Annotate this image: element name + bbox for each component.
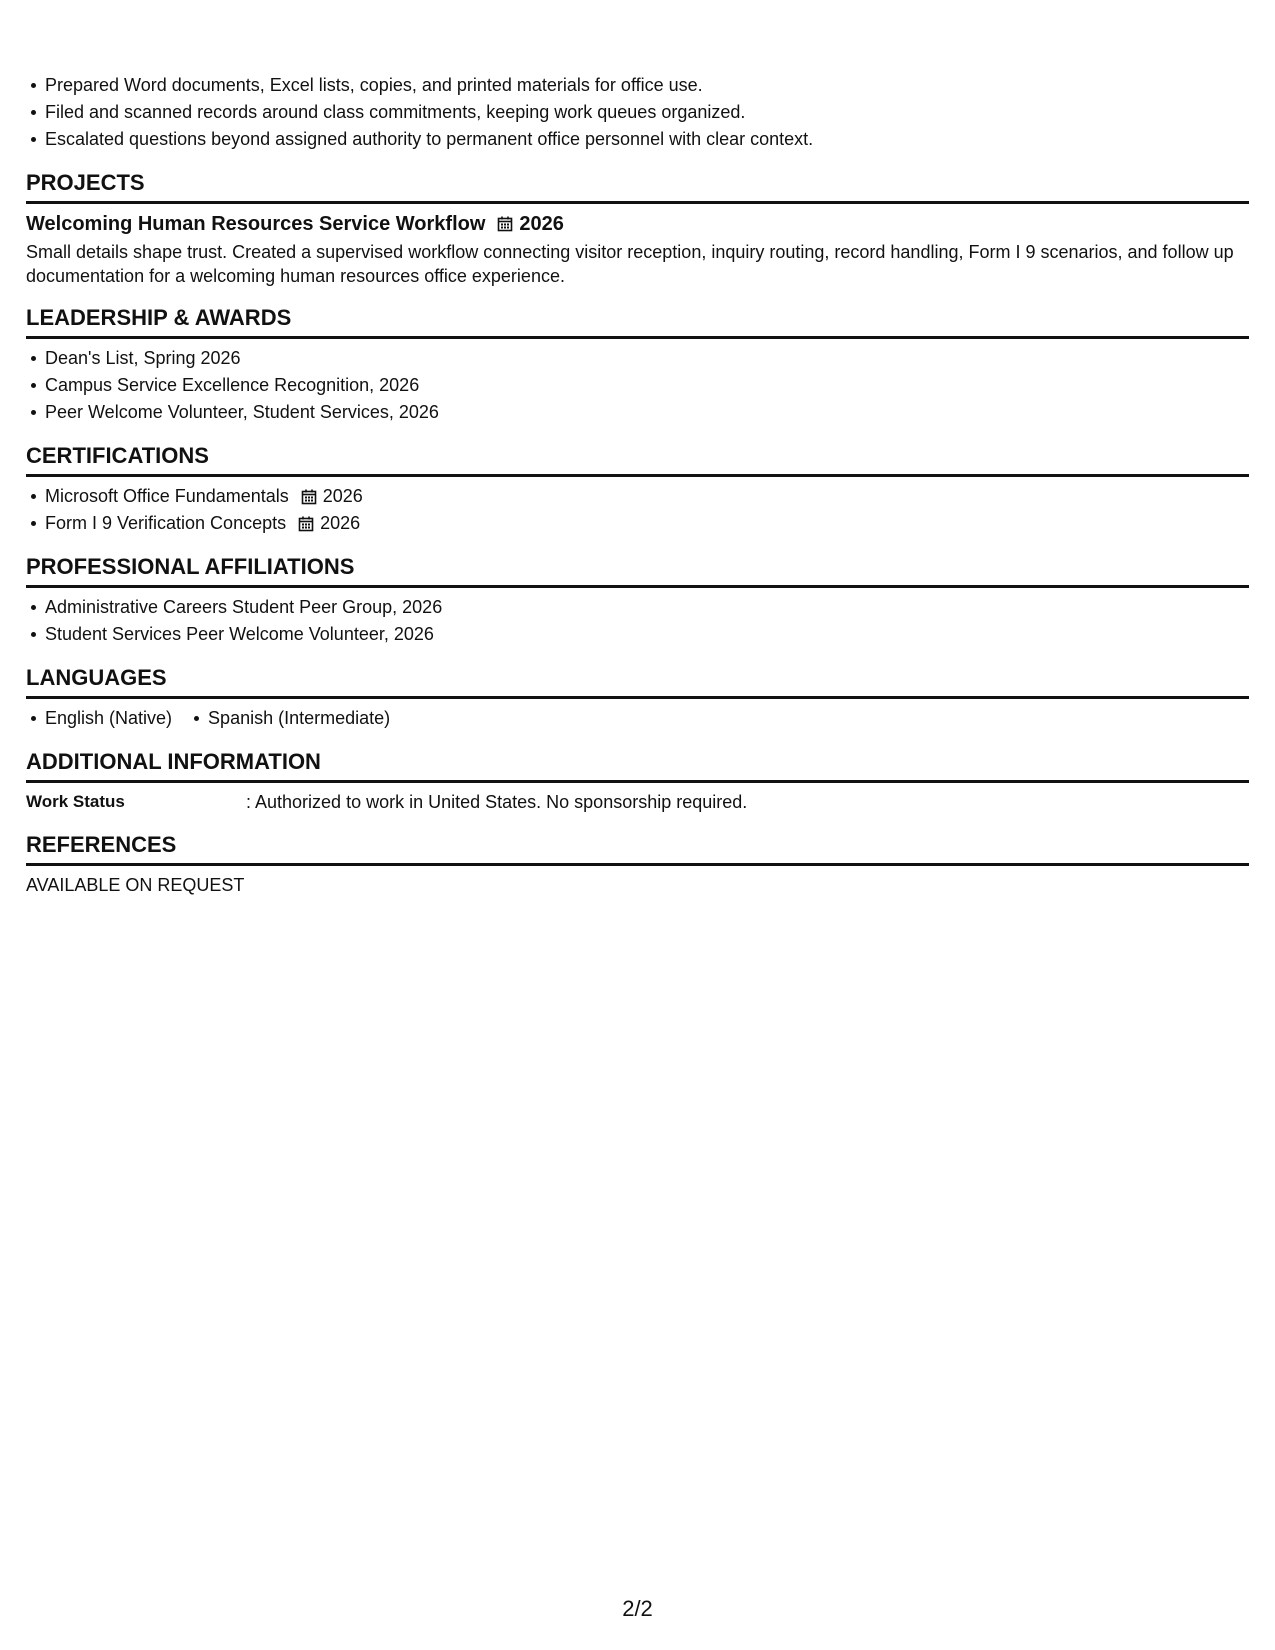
project-date-text: 2026	[519, 213, 564, 235]
page-number: 2/2	[622, 1596, 653, 1621]
certification-name: Microsoft Office Fundamentals	[45, 486, 289, 506]
section-title: ADDITIONAL INFORMATION	[26, 748, 1249, 783]
certifications-section	[26, 442, 1249, 537]
list-item	[45, 483, 1249, 510]
resume-page	[26, 72, 1249, 898]
list-item: Filed and scanned records around class commitments, keeping work queues organized.	[45, 99, 1249, 126]
list-item: Peer Welcome Volunteer, Student Services, 2026	[45, 399, 1249, 426]
list-item: Prepared Word documents, Excel lists, copies, and printed materials for office use.	[45, 72, 1249, 99]
references-section	[26, 831, 1249, 898]
languages-list	[26, 705, 1249, 732]
certification-date-text: 2026	[322, 486, 363, 506]
calendar-icon	[298, 516, 314, 532]
additional-info-section	[26, 748, 1249, 815]
certification-date-text: 2026	[320, 513, 361, 533]
section-title: PROFESSIONAL AFFILIATIONS	[26, 553, 1249, 588]
list-item: Campus Service Excellence Recognition, 2026	[45, 372, 1249, 399]
project-heading	[26, 210, 1249, 238]
work-status-row	[26, 789, 1249, 815]
section-title: REFERENCES	[26, 831, 1249, 866]
list-item: Spanish (Intermediate)	[208, 705, 390, 732]
affiliations-section	[26, 553, 1249, 648]
project-date	[497, 210, 564, 238]
list-item: English (Native)	[45, 705, 172, 732]
section-title: LEADERSHIP & AWARDS	[26, 304, 1249, 339]
project-name: Welcoming Human Resources Service Workflow	[26, 213, 486, 235]
projects-section	[26, 169, 1249, 288]
experience-bullet-list	[26, 72, 1249, 153]
section-title: PROJECTS	[26, 169, 1249, 204]
leadership-list	[26, 345, 1249, 426]
work-status-label: Work Status	[26, 792, 125, 811]
project-description: Small details shape trust. Created a supervised workflow connecting visitor reception, inquiry routing, record handling, Form I 9 scenarios, and follow up documentation for a welcoming human resources office experience.	[26, 242, 1234, 286]
certification-date	[301, 483, 363, 510]
list-item: Escalated questions beyond assigned authority to permanent office personnel with clear context.	[45, 126, 1249, 153]
section-title: LANGUAGES	[26, 664, 1249, 699]
list-item: Dean's List, Spring 2026	[45, 345, 1249, 372]
affiliations-list	[26, 594, 1249, 648]
list-item: Student Services Peer Welcome Volunteer, 2026	[45, 621, 1249, 648]
certification-date	[298, 510, 360, 537]
list-item	[45, 510, 1249, 537]
certifications-list	[26, 483, 1249, 537]
work-status-value: : Authorized to work in United States. No sponsorship required.	[246, 792, 748, 812]
certification-name: Form I 9 Verification Concepts	[45, 513, 287, 533]
section-title: CERTIFICATIONS	[26, 442, 1249, 477]
calendar-icon	[301, 489, 317, 505]
languages-section	[26, 664, 1249, 732]
references-text: AVAILABLE ON REQUEST	[26, 875, 245, 895]
calendar-icon	[497, 216, 513, 232]
leadership-section	[26, 304, 1249, 426]
list-item: Administrative Careers Student Peer Group, 2026	[45, 594, 1249, 621]
